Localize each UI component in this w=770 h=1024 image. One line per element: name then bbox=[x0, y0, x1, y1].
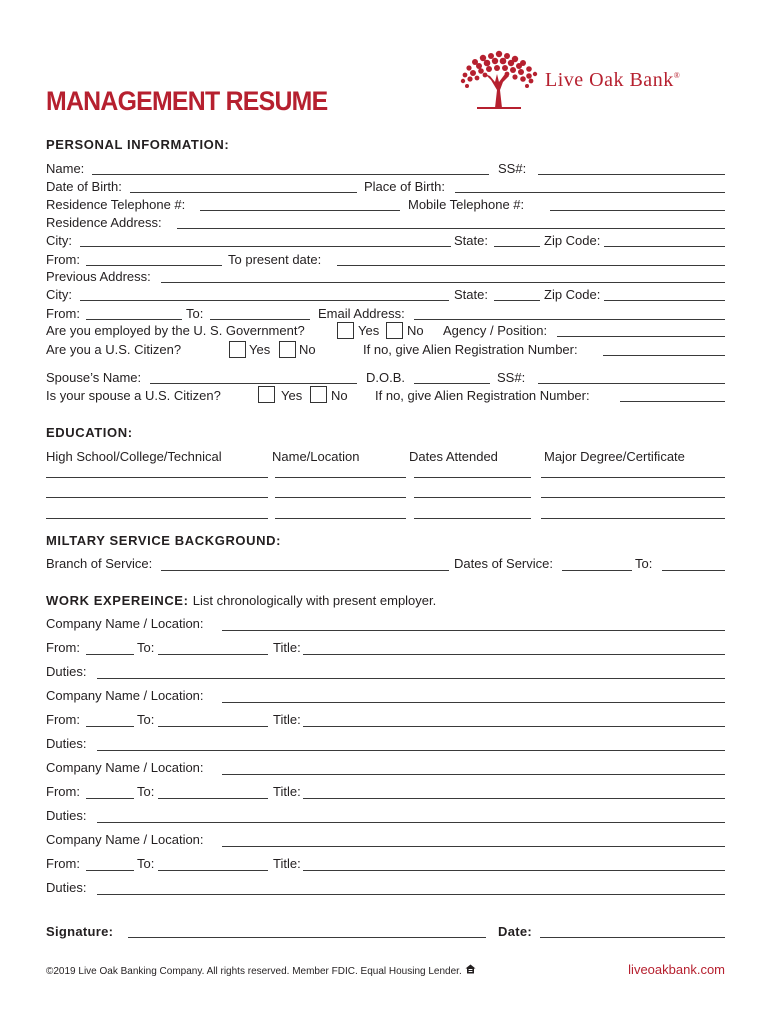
email-label: Email Address: bbox=[318, 306, 405, 321]
job2-to-field[interactable] bbox=[158, 726, 268, 727]
edu-row1-location[interactable] bbox=[275, 477, 406, 478]
prev-zip-label: Zip Code: bbox=[544, 287, 601, 302]
zip-field[interactable] bbox=[604, 246, 725, 247]
gov-question: Are you employed by the U. S. Government? bbox=[46, 323, 305, 338]
mobile-phone-field[interactable] bbox=[550, 210, 725, 211]
spouse-name-label: Spouse’s Name: bbox=[46, 370, 142, 385]
branch-label: Branch of Service: bbox=[46, 556, 153, 571]
name-field[interactable] bbox=[92, 174, 489, 175]
job4-from-field[interactable] bbox=[86, 870, 134, 871]
prev-to-field[interactable] bbox=[210, 319, 310, 320]
residence-address-field[interactable] bbox=[177, 228, 725, 229]
gov-yes-checkbox[interactable] bbox=[337, 322, 354, 339]
residence-phone-label: Residence Telephone #: bbox=[46, 197, 186, 212]
job3-duties-label: Duties: bbox=[46, 808, 87, 823]
footer-copyright: ©2019 Live Oak Banking Company. All rights reserved. Member FDIC. Equal Housing Lender. bbox=[46, 964, 476, 977]
personal-info-heading: PERSONAL INFORMATION: bbox=[46, 137, 230, 152]
footer-website-link[interactable]: liveoakbank.com bbox=[628, 962, 725, 977]
date-label: Date: bbox=[498, 924, 533, 939]
job1-to-label: To: bbox=[137, 640, 155, 655]
equal-housing-icon bbox=[465, 964, 476, 974]
education-heading: EDUCATION: bbox=[46, 425, 133, 440]
edu-row2-school[interactable] bbox=[46, 497, 268, 498]
prev-state-field[interactable] bbox=[494, 300, 540, 301]
state-field[interactable] bbox=[494, 246, 540, 247]
agency-field[interactable] bbox=[557, 336, 725, 337]
job1-title-label: Title: bbox=[273, 640, 301, 655]
job1-duties-field[interactable] bbox=[97, 678, 725, 679]
job2-company-field[interactable] bbox=[222, 702, 725, 703]
job4-from-label: From: bbox=[46, 856, 80, 871]
residence-phone-field[interactable] bbox=[200, 210, 400, 211]
state-label: State: bbox=[454, 233, 488, 248]
job2-duties-field[interactable] bbox=[97, 750, 725, 751]
dates-of-service-label: Dates of Service: bbox=[454, 556, 553, 571]
job2-title-label: Title: bbox=[273, 712, 301, 727]
ssn-field[interactable] bbox=[538, 174, 725, 175]
alien-reg-field[interactable] bbox=[603, 355, 725, 356]
job3-title-label: Title: bbox=[273, 784, 301, 799]
spouse-citizen-question: Is your spouse a U.S. Citizen? bbox=[46, 388, 221, 403]
spouse-citizen-yes-label: Yes bbox=[281, 388, 303, 403]
alien-reg-label: If no, give Alien Registration Number: bbox=[363, 342, 578, 357]
date-field[interactable] bbox=[540, 937, 725, 938]
gov-no-label: No bbox=[407, 323, 424, 338]
oak-tree-icon bbox=[457, 50, 541, 110]
gov-no-checkbox[interactable] bbox=[386, 322, 403, 339]
job3-company-label: Company Name / Location: bbox=[46, 760, 204, 775]
job4-duties-label: Duties: bbox=[46, 880, 87, 895]
job3-from-label: From: bbox=[46, 784, 80, 799]
prev-city-label: City: bbox=[46, 287, 72, 302]
job1-to-field[interactable] bbox=[158, 654, 268, 655]
spouse-dob-field[interactable] bbox=[414, 383, 490, 384]
registered-mark: ® bbox=[673, 71, 681, 80]
citizen-yes-label: Yes bbox=[249, 342, 271, 357]
spouse-ssn-label: SS#: bbox=[497, 370, 526, 385]
job4-to-field[interactable] bbox=[158, 870, 268, 871]
place-of-birth-field[interactable] bbox=[455, 192, 725, 193]
previous-address-field[interactable] bbox=[161, 282, 725, 283]
dob-field[interactable] bbox=[130, 192, 357, 193]
city-field[interactable] bbox=[80, 246, 451, 247]
job3-company-field[interactable] bbox=[222, 774, 725, 775]
job4-company-field[interactable] bbox=[222, 846, 725, 847]
edu-col-name-location: Name/Location bbox=[272, 449, 360, 464]
work-heading: WORK EXPEREINCE: List chronologically with present employer. bbox=[46, 593, 437, 608]
job2-title-field[interactable] bbox=[303, 726, 725, 727]
job3-to-label: To: bbox=[137, 784, 155, 799]
name-label: Name: bbox=[46, 161, 85, 176]
from-label: From: bbox=[46, 252, 80, 267]
prev-city-field[interactable] bbox=[80, 300, 449, 301]
job2-from-field[interactable] bbox=[86, 726, 134, 727]
spouse-citizen-no-checkbox[interactable] bbox=[310, 386, 327, 403]
ssn-label: SS#: bbox=[498, 161, 527, 176]
logo-wordmark: Live Oak Bank® bbox=[545, 69, 681, 91]
edu-row2-location[interactable] bbox=[275, 497, 406, 498]
job1-from-label: From: bbox=[46, 640, 80, 655]
live-oak-bank-logo bbox=[457, 50, 727, 112]
dates-of-service-field[interactable] bbox=[562, 570, 632, 571]
prev-from-label: From: bbox=[46, 306, 80, 321]
prev-state-label: State: bbox=[454, 287, 488, 302]
spouse-ssn-field[interactable] bbox=[538, 383, 725, 384]
job1-duties-label: Duties: bbox=[46, 664, 87, 679]
military-to-label: To: bbox=[635, 556, 653, 571]
email-field[interactable] bbox=[414, 319, 725, 320]
job2-to-label: To: bbox=[137, 712, 155, 727]
spouse-name-field[interactable] bbox=[150, 383, 357, 384]
place-of-birth-label: Place of Birth: bbox=[364, 179, 445, 194]
branch-field[interactable] bbox=[161, 570, 449, 571]
job4-duties-field[interactable] bbox=[97, 894, 725, 895]
job4-title-label: Title: bbox=[273, 856, 301, 871]
edu-col-school: High School/College/Technical bbox=[46, 449, 222, 464]
prev-zip-field[interactable] bbox=[604, 300, 725, 301]
edu-row3-degree[interactable] bbox=[541, 518, 725, 519]
job4-to-label: To: bbox=[137, 856, 155, 871]
job2-from-label: From: bbox=[46, 712, 80, 727]
spouse-alien-reg-field[interactable] bbox=[620, 401, 725, 402]
job1-company-label: Company Name / Location: bbox=[46, 616, 204, 631]
from-field[interactable] bbox=[86, 265, 222, 266]
edu-row2-dates[interactable] bbox=[414, 497, 531, 498]
signature-field[interactable] bbox=[128, 937, 486, 938]
spouse-dob-label: D.O.B. bbox=[366, 370, 406, 385]
spouse-citizen-yes-checkbox[interactable] bbox=[258, 386, 275, 403]
job3-duties-field[interactable] bbox=[97, 822, 725, 823]
edu-col-degree: Major Degree/Certificate bbox=[544, 449, 685, 464]
edu-row3-location[interactable] bbox=[275, 518, 406, 519]
prev-from-field[interactable] bbox=[86, 319, 182, 320]
spouse-alien-reg-label: If no, give Alien Registration Number: bbox=[375, 388, 590, 403]
military-to-field[interactable] bbox=[662, 570, 725, 571]
job2-duties-label: Duties: bbox=[46, 736, 87, 751]
job2-company-label: Company Name / Location: bbox=[46, 688, 204, 703]
edu-row1-dates[interactable] bbox=[414, 477, 531, 478]
previous-address-label: Previous Address: bbox=[46, 269, 151, 284]
zip-label: Zip Code: bbox=[544, 233, 601, 248]
military-heading: MILTARY SERVICE BACKGROUND: bbox=[46, 533, 282, 548]
job3-to-field[interactable] bbox=[158, 798, 268, 799]
job1-company-field[interactable] bbox=[222, 630, 725, 631]
edu-row1-degree[interactable] bbox=[541, 477, 725, 478]
edu-row1-school[interactable] bbox=[46, 477, 268, 478]
job4-title-field[interactable] bbox=[303, 870, 725, 871]
job3-title-field[interactable] bbox=[303, 798, 725, 799]
prev-to-label: To: bbox=[186, 306, 204, 321]
work-instruction: List chronologically with present employer. bbox=[192, 593, 437, 608]
residence-address-label: Residence Address: bbox=[46, 215, 162, 230]
edu-row3-school[interactable] bbox=[46, 518, 268, 519]
edu-col-dates: Dates Attended bbox=[409, 449, 498, 464]
dob-label: Date of Birth: bbox=[46, 179, 122, 194]
job1-from-field[interactable] bbox=[86, 654, 134, 655]
edu-row3-dates[interactable] bbox=[414, 518, 531, 519]
city-label: City: bbox=[46, 233, 72, 248]
citizen-question: Are you a U.S. Citizen? bbox=[46, 342, 182, 357]
job4-company-label: Company Name / Location: bbox=[46, 832, 204, 847]
edu-row2-degree[interactable] bbox=[541, 497, 725, 498]
citizen-no-checkbox[interactable] bbox=[279, 341, 296, 358]
page-title: MANAGEMENT RESUME bbox=[46, 86, 328, 116]
job3-from-field[interactable] bbox=[86, 798, 134, 799]
signature-label: Signature: bbox=[46, 924, 114, 939]
spouse-citizen-no-label: No bbox=[331, 388, 348, 403]
agency-label: Agency / Position: bbox=[443, 323, 548, 338]
job1-title-field[interactable] bbox=[303, 654, 725, 655]
citizen-yes-checkbox[interactable] bbox=[229, 341, 246, 358]
citizen-no-label: No bbox=[299, 342, 316, 357]
gov-yes-label: Yes bbox=[358, 323, 380, 338]
to-present-label: To present date: bbox=[228, 252, 322, 267]
to-present-field[interactable] bbox=[337, 265, 725, 266]
mobile-phone-label: Mobile Telephone #: bbox=[408, 197, 525, 212]
